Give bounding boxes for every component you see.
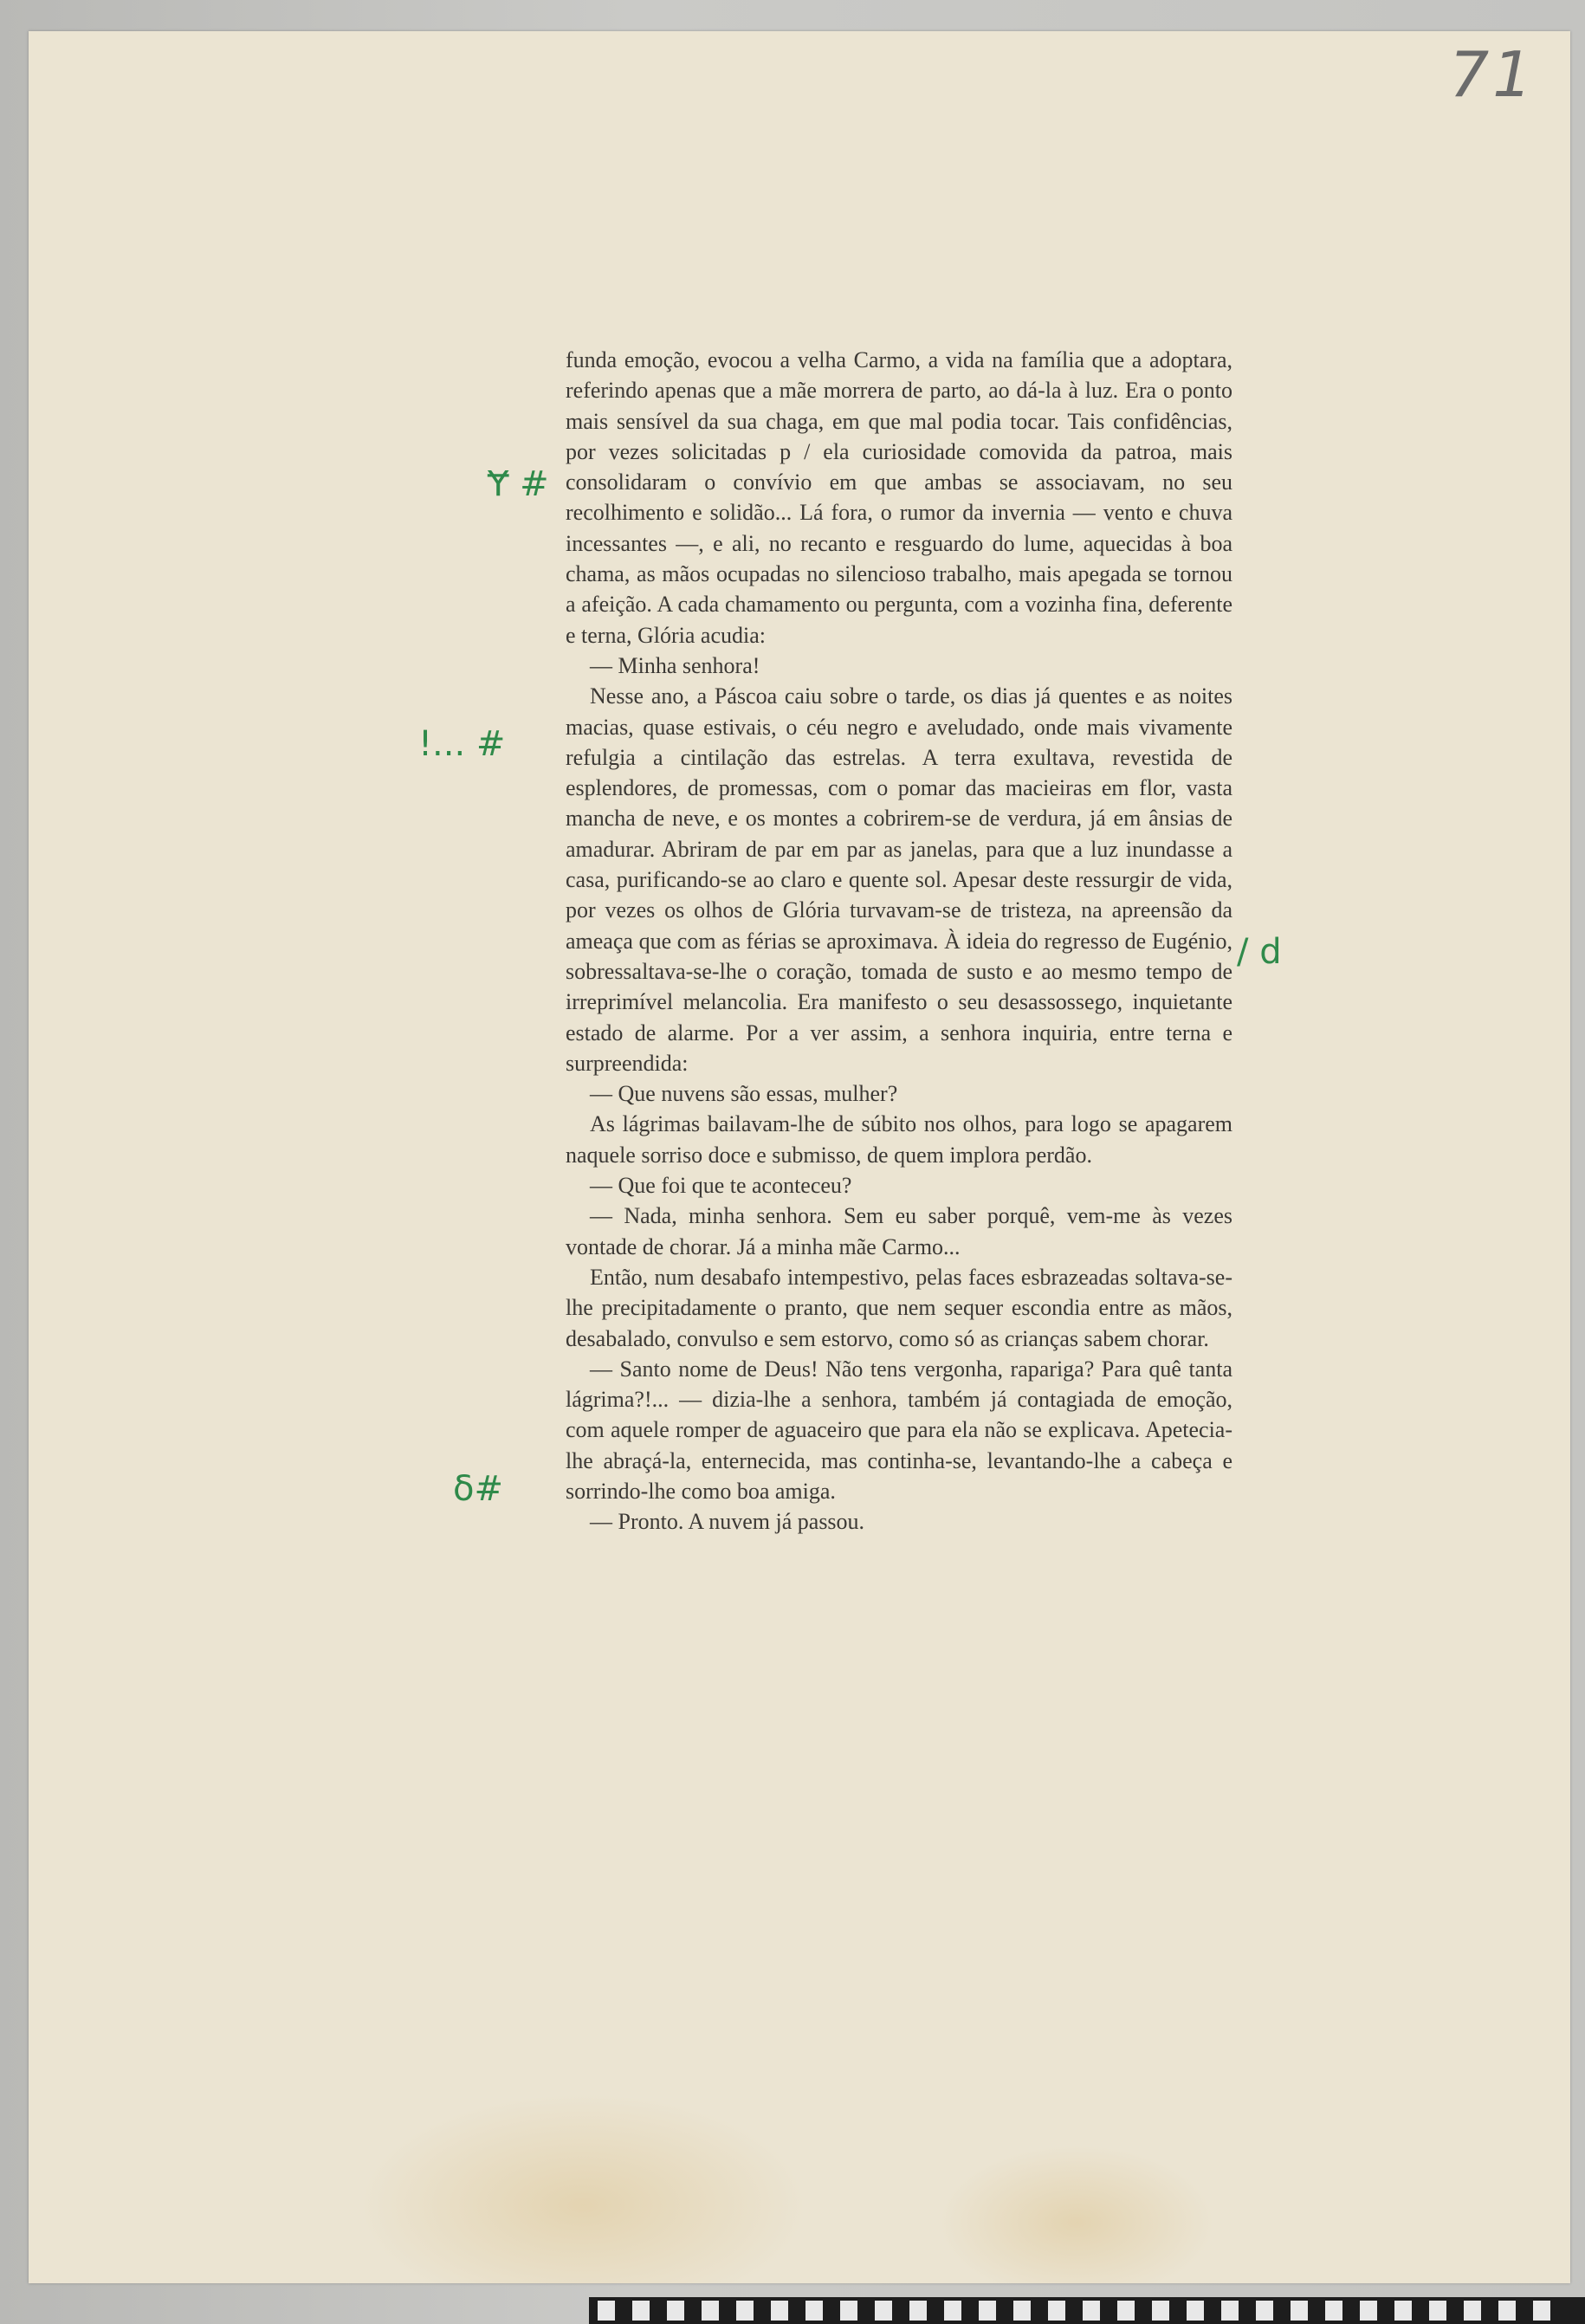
ruler-segment <box>702 2301 719 2321</box>
ruler-segment <box>1429 2301 1446 2321</box>
ruler-segment <box>944 2301 961 2321</box>
ruler-segment <box>909 2301 927 2321</box>
paragraph: As lágrimas bailavam-lhe de súbito nos olhos, para logo se apagarem naquele sorriso doce e submisso, de quem implora perdão. <box>566 1111 1232 1168</box>
ruler-segment <box>1256 2301 1273 2321</box>
ruler-segment <box>1083 2301 1100 2321</box>
ruler-segment <box>667 2301 684 2321</box>
paper-stain <box>358 2093 808 2283</box>
proofreading-mark: δ# <box>453 1469 503 1509</box>
ruler-segment <box>736 2301 754 2321</box>
ruler-segment <box>1221 2301 1239 2321</box>
dialogue-line: — Que nuvens são essas, mulher? <box>590 1081 898 1107</box>
ruler-segment <box>979 2301 996 2321</box>
page-number: 71 <box>1449 38 1536 111</box>
ruler-segment <box>1325 2301 1342 2321</box>
ruler-segment <box>1152 2301 1169 2321</box>
body-text <box>566 345 1232 1537</box>
scale-ruler <box>589 2297 1585 2324</box>
ruler-segment <box>1187 2301 1204 2321</box>
proofreading-mark: Ɏ # <box>488 464 549 504</box>
ruler-segment <box>1464 2301 1481 2321</box>
ruler-segment <box>875 2301 892 2321</box>
dialogue-line: — Nada, minha senhora. Sem eu saber porquê, vem-me às vezes vontade de chorar. Já a minha mãe Carmo... <box>566 1203 1232 1259</box>
ruler-segment <box>1533 2301 1550 2321</box>
dialogue-line: — Santo nome de Deus! Não tens vergonha, rapariga? Para quê tanta lágrima?!... — dizia-lhe a senhora, também já contagiada de emoção, com aquele romper de aguaceiro que para ela não se explicava. Apetecia-lhe abraçá-la, enternecida, mas continha-se, levantando-lhe a cabeça e sorrindo-lhe como boa amiga. <box>566 1356 1232 1504</box>
ruler-segment <box>805 2301 823 2321</box>
ruler-segment <box>1498 2301 1516 2321</box>
dialogue-line: — Que foi que te aconteceu? <box>590 1173 852 1199</box>
ruler-segment <box>771 2301 788 2321</box>
paragraph: Então, num desabafo intempestivo, pelas faces esbrazeadas soltava-se-lhe precipitadamente o pranto, que nem sequer escondia entre as mãos, desabalado, convulso e sem estorvo, como só as crianças sabem chorar. <box>566 1264 1232 1351</box>
dialogue-line: — Pronto. A nuvem já passou. <box>590 1509 865 1535</box>
ruler-segment <box>1360 2301 1377 2321</box>
ruler-segment <box>1291 2301 1308 2321</box>
paragraph: funda emoção, evocou a velha Carmo, a vida na família que a adoptara, referindo apenas que a mãe morrera de parto, ao dá-la à luz. Era o ponto mais sensível da sua chaga, em que mal podia tocar. Tais confidências, por vezes solicitadas p / ela curiosidade comovida da patroa, mais consolidaram o convívio em que ambas se associavam, no seu recolhimento e solidão... Lá fora, o rumor da invernia — vento e chuva incessantes —, e ali, no recanto e resguardo do lume, aquecidas à boa chama, as mãos ocupadas no silencioso trabalho, mais apegada se tornou a afeição. A cada chamamento ou pergunta, com a vozinha fina, deferente e terna, Glória acudia: <box>566 347 1232 648</box>
ruler-segment <box>1048 2301 1065 2321</box>
ruler-segment <box>598 2301 615 2321</box>
dialogue-line: — Minha senhora! <box>590 652 760 678</box>
proofreading-mark: / d <box>1237 932 1282 972</box>
paragraph: Nesse ano, a Páscoa caiu sobre o tarde, os dias já quentes e as noites macias, quase estivais, o céu negro e aveludado, onde mais vivamente refulgia a cintilação das estrelas. A terra exultava, revestida de esplendores, de promessas, com o pomar das macieiras em flor, vasta mancha de neve, e os montes a cobrirem-se de verdura, já em ânsias de amadurar. Abriram de par em par as janelas, para que a luz inundasse a casa, purificando-se ao claro e quente sol. Apesar deste ressurgir de vida, por vezes os olhos de Glória turvavam-se de tristeza, na apreensão da ameaça que com as férias se aproximava. À ideia do regresso de Eugénio, sobressaltava-se-lhe o coração, tomada de susto e ao mesmo tempo de irreprimível melancolia. Era manifesto o seu desassossego, inquietante estado de alarme. Por a ver assim, a senhora inquiria, entre terna e surpreendida: <box>566 683 1232 1076</box>
ruler-segment <box>1013 2301 1031 2321</box>
proofreading-mark: !... # <box>418 724 506 764</box>
ruler-segment <box>1117 2301 1135 2321</box>
ruler-segment <box>1394 2301 1412 2321</box>
paper-stain <box>938 2145 1215 2283</box>
ruler-segment <box>632 2301 650 2321</box>
document-page <box>29 31 1570 2283</box>
ruler-segment <box>840 2301 857 2321</box>
